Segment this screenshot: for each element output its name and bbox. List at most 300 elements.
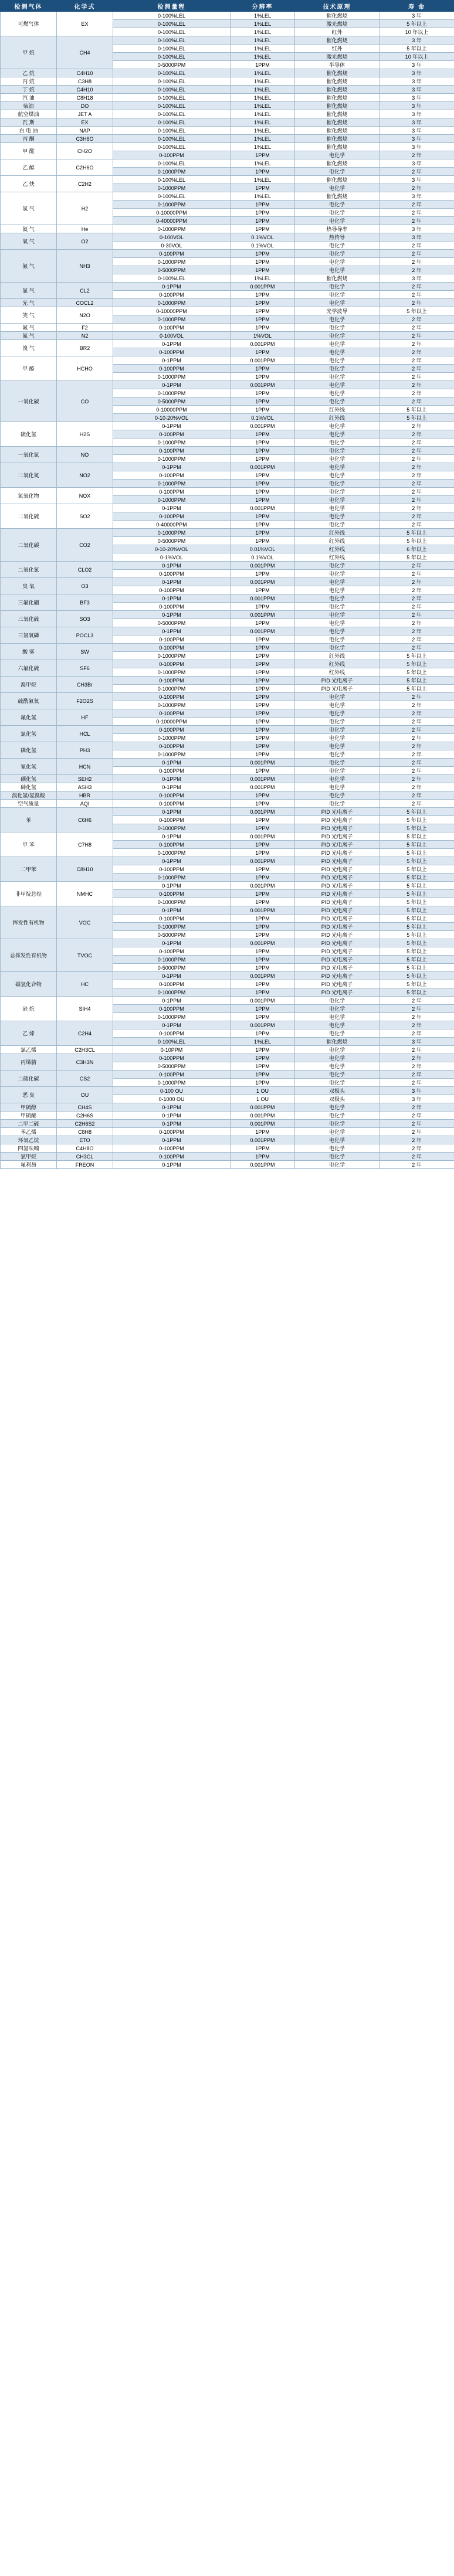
range-cell: 0-100PPM <box>113 324 231 332</box>
range-cell: 0-1PPM <box>113 972 231 980</box>
range-cell: 0-1PPM <box>113 422 231 430</box>
gas-name-cell: 甲硫醇 <box>1 1103 57 1112</box>
table-row <box>1 1070 454 1079</box>
technology-cell: 电化学 <box>295 726 380 734</box>
header-gas-name: 检测气体 <box>1 1 57 12</box>
resolution-cell: 1PPM <box>231 800 295 808</box>
life-cell: 5 年以上 <box>380 537 454 545</box>
gas-name-cell: 硫化氢 <box>1 422 57 447</box>
resolution-cell: 1%LEL <box>231 110 295 118</box>
resolution-cell: 1 OU <box>231 1095 295 1103</box>
technology-cell: 电化学 <box>295 1046 380 1054</box>
formula-cell: C2H2 <box>57 176 113 192</box>
range-cell: 0-100%LEL <box>113 159 231 168</box>
resolution-cell: 1PPM <box>231 447 295 455</box>
life-cell: 2 年 <box>380 594 454 603</box>
resolution-cell: 1PPM <box>231 652 295 660</box>
resolution-cell: 0.001PPM <box>231 775 295 783</box>
range-cell: 0-1PPM <box>113 611 231 619</box>
range-cell: 0-1000PPM <box>113 874 231 882</box>
header-formula: 化学式 <box>57 1 113 12</box>
life-cell: 2 年 <box>380 1005 454 1013</box>
technology-cell: 电化学 <box>295 315 380 324</box>
life-cell: 3 年 <box>380 118 454 127</box>
life-cell: 2 年 <box>380 726 454 734</box>
technology-cell: 电化学 <box>295 488 380 496</box>
formula-cell: N2 <box>57 332 113 340</box>
life-cell: 2 年 <box>380 348 454 356</box>
life-cell: 3 年 <box>380 110 454 118</box>
gas-name-cell: 硒化氢 <box>1 775 57 783</box>
formula-cell: C3H3N <box>57 1054 113 1070</box>
life-cell: 2 年 <box>380 586 454 594</box>
resolution-cell: 0.001PPM <box>231 594 295 603</box>
life-cell: 5 年以上 <box>380 832 454 841</box>
technology-cell: PID 光电离子 <box>295 865 380 874</box>
life-cell: 3 年 <box>380 135 454 143</box>
formula-cell: CS2 <box>57 1070 113 1087</box>
formula-cell: TVOC <box>57 939 113 972</box>
technology-cell: PID 光电离子 <box>295 988 380 997</box>
table-row <box>1 69 454 77</box>
life-cell: 2 年 <box>380 635 454 644</box>
resolution-cell: 1PPM <box>231 488 295 496</box>
gas-name-cell: 碳氢化合物 <box>1 972 57 997</box>
resolution-cell: 0.001PPM <box>231 1161 295 1169</box>
life-cell: 2 年 <box>380 291 454 299</box>
range-cell: 0-1PPM <box>113 381 231 389</box>
technology-cell: 红外线 <box>295 660 380 668</box>
technology-cell: 电化学 <box>295 718 380 726</box>
technology-cell: 催化燃烧 <box>295 118 380 127</box>
resolution-cell: 1%LEL <box>231 20 295 28</box>
range-cell: 0-1PPM <box>113 463 231 471</box>
formula-cell: CH3CL <box>57 1153 113 1161</box>
technology-cell: 催化燃烧 <box>295 176 380 184</box>
technology-cell: 电化学 <box>295 1128 380 1136</box>
table-row <box>1 1087 454 1095</box>
technology-cell: PID 光电离子 <box>295 874 380 882</box>
life-cell: 3 年 <box>380 36 454 45</box>
formula-cell: CL2 <box>57 283 113 299</box>
formula-cell: C2H6S <box>57 1112 113 1120</box>
technology-cell: 电化学 <box>295 619 380 627</box>
technology-cell: 电化学 <box>295 209 380 217</box>
technology-cell: 电化学 <box>295 1079 380 1087</box>
range-cell: 0-100%LEL <box>113 192 231 200</box>
life-cell: 2 年 <box>380 1029 454 1038</box>
life-cell: 5 年以上 <box>380 956 454 964</box>
life-cell: 2 年 <box>380 250 454 258</box>
life-cell: 2 年 <box>380 693 454 701</box>
resolution-cell: 0.001PPM <box>231 1103 295 1112</box>
technology-cell: 红外线 <box>295 545 380 553</box>
gas-name-cell: 氧 气 <box>1 233 57 250</box>
range-cell: 0-100PPM <box>113 512 231 521</box>
formula-cell: NH3 <box>57 250 113 283</box>
resolution-cell: 1PPM <box>231 307 295 315</box>
table-row <box>1 791 454 800</box>
table-row <box>1 1046 454 1054</box>
life-cell: 2 年 <box>380 439 454 447</box>
technology-cell: PID 光电离子 <box>295 898 380 906</box>
life-cell: 2 年 <box>380 512 454 521</box>
technology-cell: 电化学 <box>295 734 380 742</box>
range-cell: 0-10-20%VOL <box>113 545 231 553</box>
range-cell: 0-100%LEL <box>113 36 231 45</box>
resolution-cell: 1PPM <box>231 217 295 225</box>
resolution-cell: 1PPM <box>231 480 295 488</box>
resolution-cell: 1PPM <box>231 890 295 898</box>
life-cell: 2 年 <box>380 266 454 274</box>
formula-cell: C4H8O <box>57 1144 113 1153</box>
formula-cell: NAP <box>57 127 113 135</box>
resolution-cell: 0.001PPM <box>231 906 295 915</box>
table-row <box>1 192 454 200</box>
range-cell: 0-100%LEL <box>113 127 231 135</box>
technology-cell: 红外线 <box>295 668 380 677</box>
technology-cell: 电化学 <box>295 1021 380 1029</box>
formula-cell: SIH4 <box>57 997 113 1021</box>
range-cell: 0-1000PPM <box>113 184 231 192</box>
technology-cell: PID 光电离子 <box>295 931 380 939</box>
resolution-cell: 1PPM <box>231 644 295 652</box>
gas-name-cell: 硫酰氟氧 <box>1 693 57 709</box>
resolution-cell: 1 OU <box>231 1087 295 1095</box>
gas-name-cell: 氨 气 <box>1 250 57 283</box>
resolution-cell: 0.001PPM <box>231 1136 295 1144</box>
life-cell: 2 年 <box>380 217 454 225</box>
range-cell: 0-1000PPM <box>113 685 231 693</box>
life-cell: 5 年以上 <box>380 307 454 315</box>
technology-cell: PID 光电离子 <box>295 964 380 972</box>
technology-cell: 催化燃烧 <box>295 274 380 283</box>
technology-cell: 催化燃烧 <box>295 159 380 168</box>
life-cell: 2 年 <box>380 258 454 266</box>
range-cell: 0-100%LEL <box>113 176 231 184</box>
life-cell: 2 年 <box>380 504 454 512</box>
gas-name-cell: 氯甲烷 <box>1 1153 57 1161</box>
formula-cell: C3H8 <box>57 77 113 86</box>
formula-cell: C7H8 <box>57 832 113 857</box>
gas-name-cell: 二甲二硫 <box>1 1120 57 1128</box>
life-cell: 2 年 <box>380 783 454 791</box>
range-cell: 0-1PPM <box>113 857 231 865</box>
resolution-cell: 0.001PPM <box>231 356 295 365</box>
technology-cell: 电化学 <box>295 750 380 759</box>
formula-cell: C2H6O <box>57 159 113 176</box>
table-row <box>1 1120 454 1128</box>
table-row <box>1 12 454 20</box>
range-cell: 0-1000PPM <box>113 455 231 463</box>
table-row <box>1 1136 454 1144</box>
table-row <box>1 759 454 767</box>
life-cell: 2 年 <box>380 1153 454 1161</box>
resolution-cell: 0.01%VOL <box>231 545 295 553</box>
gas-name-cell: 非甲烷总烃 <box>1 882 57 906</box>
range-cell: 0-100PPM <box>113 890 231 898</box>
range-cell: 0-1PPM <box>113 1161 231 1169</box>
technology-cell: 热传导 <box>295 233 380 242</box>
technology-cell: 电化学 <box>295 389 380 397</box>
table-row <box>1 159 454 168</box>
resolution-cell: 1PPM <box>231 397 295 406</box>
life-cell: 2 年 <box>380 324 454 332</box>
table-row <box>1 332 454 340</box>
technology-cell: 电化学 <box>295 250 380 258</box>
range-cell: 0-100PPM <box>113 365 231 373</box>
life-cell: 2 年 <box>380 1120 454 1128</box>
resolution-cell: 1%LEL <box>231 135 295 143</box>
life-cell: 5 年以上 <box>380 947 454 956</box>
table-row <box>1 94 454 102</box>
range-cell: 0-1000PPM <box>113 373 231 381</box>
header-life: 寿 命 <box>380 1 454 12</box>
range-cell: 0-100PPM <box>113 841 231 849</box>
technology-cell: 电化学 <box>295 775 380 783</box>
life-cell: 2 年 <box>380 1013 454 1021</box>
range-cell: 0-1PPM <box>113 356 231 365</box>
range-cell: 0-1PPM <box>113 504 231 512</box>
resolution-cell: 1PPM <box>231 521 295 529</box>
life-cell: 2 年 <box>380 184 454 192</box>
range-cell: 0-100PPM <box>113 1054 231 1062</box>
range-cell: 0-1000PPM <box>113 988 231 997</box>
life-cell: 2 年 <box>380 422 454 430</box>
technology-cell: 电化学 <box>295 1112 380 1120</box>
resolution-cell: 1%LEL <box>231 143 295 151</box>
gas-name-cell: 氮 气 <box>1 332 57 340</box>
resolution-cell: 1PPM <box>231 1013 295 1021</box>
technology-cell: PID 光电离子 <box>295 890 380 898</box>
technology-cell: 电化学 <box>295 1144 380 1153</box>
gas-name-cell: 汽 油 <box>1 94 57 102</box>
life-cell: 3 年 <box>380 192 454 200</box>
life-cell: 3 年 <box>380 77 454 86</box>
range-cell: 0-1000 OU <box>113 1095 231 1103</box>
technology-cell: 催化燃烧 <box>295 110 380 118</box>
life-cell: 2 年 <box>380 701 454 709</box>
table-header <box>1 1 454 12</box>
resolution-cell: 1PPM <box>231 439 295 447</box>
table-row <box>1 356 454 365</box>
life-cell: 5 年以上 <box>380 964 454 972</box>
range-cell: 0-1000PPM <box>113 734 231 742</box>
resolution-cell: 1%LEL <box>231 69 295 77</box>
table-row <box>1 709 454 718</box>
technology-cell: 电化学 <box>295 1103 380 1112</box>
range-cell: 0-100%LEL <box>113 53 231 61</box>
range-cell: 0-100%LEL <box>113 94 231 102</box>
formula-cell: HBR <box>57 791 113 800</box>
table-row <box>1 1153 454 1161</box>
resolution-cell: 0.1%VOL <box>231 553 295 562</box>
header-range: 检测量程 <box>113 1 231 12</box>
resolution-cell: 1PPM <box>231 693 295 701</box>
resolution-cell: 0.001PPM <box>231 562 295 570</box>
technology-cell: PID 光电离子 <box>295 972 380 980</box>
life-cell: 5 年以上 <box>380 939 454 947</box>
technology-cell: 半导体 <box>295 61 380 69</box>
range-cell: 0-1PPM <box>113 759 231 767</box>
formula-cell: SO2 <box>57 504 113 529</box>
life-cell: 5 年以上 <box>380 45 454 53</box>
technology-cell: PID 光电离子 <box>295 685 380 693</box>
resolution-cell: 1PPM <box>231 168 295 176</box>
formula-cell: O2 <box>57 233 113 250</box>
technology-cell: 电化学 <box>295 340 380 348</box>
technology-cell: 激光燃烧 <box>295 20 380 28</box>
technology-cell: 电化学 <box>295 594 380 603</box>
resolution-cell: 1PPM <box>231 619 295 627</box>
resolution-cell: 1%LEL <box>231 77 295 86</box>
resolution-cell: 1PPM <box>231 529 295 537</box>
resolution-cell: 1PPM <box>231 701 295 709</box>
life-cell: 3 年 <box>380 233 454 242</box>
range-cell: 0-1PPM <box>113 939 231 947</box>
range-cell: 0-1000PPM <box>113 315 231 324</box>
gas-name-cell: 挥发性有机物 <box>1 906 57 939</box>
life-cell: 2 年 <box>380 1062 454 1070</box>
gas-name-cell: 氯 气 <box>1 283 57 299</box>
technology-cell: 电化学 <box>295 496 380 504</box>
range-cell: 0-100%LEL <box>113 1038 231 1046</box>
resolution-cell: 1PPM <box>231 874 295 882</box>
formula-cell: F2 <box>57 324 113 332</box>
life-cell: 2 年 <box>380 1144 454 1153</box>
resolution-cell: 1PPM <box>231 635 295 644</box>
range-cell: 0-100PPM <box>113 726 231 734</box>
resolution-cell: 0.001PPM <box>231 504 295 512</box>
formula-cell: SW <box>57 644 113 660</box>
life-cell: 5 年以上 <box>380 685 454 693</box>
range-cell: 0-100PPM <box>113 603 231 611</box>
resolution-cell: 0.001PPM <box>231 340 295 348</box>
formula-cell: EX <box>57 12 113 36</box>
technology-cell: 电化学 <box>295 504 380 512</box>
life-cell: 2 年 <box>380 1103 454 1112</box>
technology-cell: PID 光电离子 <box>295 906 380 915</box>
technology-cell: 催化燃烧 <box>295 102 380 110</box>
technology-cell: PID 光电离子 <box>295 956 380 964</box>
technology-cell: 电化学 <box>295 1153 380 1161</box>
life-cell: 5 年以上 <box>380 20 454 28</box>
life-cell: 2 年 <box>380 209 454 217</box>
gas-name-cell: 一氧化碳 <box>1 381 57 422</box>
technology-cell: 红外线 <box>295 414 380 422</box>
resolution-cell: 1PPM <box>231 537 295 545</box>
gas-name-cell: 丁 烷 <box>1 86 57 94</box>
resolution-cell: 0.001PPM <box>231 422 295 430</box>
table-row <box>1 307 454 315</box>
range-cell: 0-100PPM <box>113 693 231 701</box>
life-cell: 3 年 <box>380 159 454 168</box>
range-cell: 0-100%LEL <box>113 45 231 53</box>
technology-cell: 电化学 <box>295 586 380 594</box>
gas-name-cell: 柴油 <box>1 102 57 110</box>
gas-name-cell: 氟利昂 <box>1 1161 57 1169</box>
resolution-cell: 1PPM <box>231 767 295 775</box>
table-row <box>1 340 454 348</box>
resolution-cell: 0.001PPM <box>231 1120 295 1128</box>
range-cell: 0-1PPM <box>113 562 231 570</box>
range-cell: 0-100%LEL <box>113 118 231 127</box>
resolution-cell: 0.001PPM <box>231 627 295 635</box>
life-cell: 2 年 <box>380 644 454 652</box>
life-cell: 5 年以上 <box>380 529 454 537</box>
technology-cell: 电化学 <box>295 381 380 389</box>
range-cell: 0-100PPM <box>113 447 231 455</box>
life-cell: 5 年以上 <box>380 808 454 816</box>
range-cell: 0-5000PPM <box>113 619 231 627</box>
range-cell: 0-1000PPM <box>113 923 231 931</box>
technology-cell: 红外线 <box>295 652 380 660</box>
technology-cell: 电化学 <box>295 397 380 406</box>
life-cell: 6 年以上 <box>380 545 454 553</box>
formula-cell: C2H4 <box>57 1021 113 1046</box>
technology-cell: 电化学 <box>295 512 380 521</box>
table-row <box>1 135 454 143</box>
range-cell: 0-1000PPM <box>113 299 231 307</box>
range-cell: 0-100PPM <box>113 660 231 668</box>
resolution-cell: 1PPM <box>231 406 295 414</box>
table-row <box>1 504 454 512</box>
resolution-cell: 1PPM <box>231 824 295 832</box>
table-row <box>1 832 454 841</box>
gas-name-cell: 四氢呋喃 <box>1 1144 57 1153</box>
formula-cell: O3 <box>57 578 113 594</box>
table-row <box>1 997 454 1005</box>
range-cell: 0-100PPM <box>113 250 231 258</box>
life-cell: 2 年 <box>380 463 454 471</box>
life-cell: 2 年 <box>380 455 454 463</box>
table-row <box>1 422 454 430</box>
gas-name-cell: 六氟化硫 <box>1 660 57 677</box>
range-cell: 0-1000PPM <box>113 496 231 504</box>
life-cell: 5 年以上 <box>380 841 454 849</box>
resolution-cell: 1PPM <box>231 299 295 307</box>
life-cell: 5 年以上 <box>380 857 454 865</box>
resolution-cell: 1PPM <box>231 709 295 718</box>
range-cell: 0-100PPM <box>113 635 231 644</box>
resolution-cell: 1%LEL <box>231 86 295 94</box>
life-cell: 10 年以上 <box>380 28 454 36</box>
technology-cell: 电化学 <box>295 200 380 209</box>
range-cell: 0-100PPM <box>113 488 231 496</box>
gas-name-cell: 二氧化碳 <box>1 529 57 562</box>
table-row <box>1 972 454 980</box>
range-cell: 0-100PPM <box>113 865 231 874</box>
resolution-cell: 1PPM <box>231 947 295 956</box>
formula-cell: SEH2 <box>57 775 113 783</box>
range-cell: 0-100PPM <box>113 1144 231 1153</box>
gas-name-cell: 氯化氢 <box>1 726 57 742</box>
life-cell: 2 年 <box>380 1054 454 1062</box>
life-cell: 3 年 <box>380 127 454 135</box>
life-cell: 2 年 <box>380 1112 454 1120</box>
table-row <box>1 283 454 291</box>
resolution-cell: 1PPM <box>231 750 295 759</box>
life-cell: 2 年 <box>380 1046 454 1054</box>
technology-cell: 电化学 <box>295 635 380 644</box>
resolution-cell: 1PPM <box>231 61 295 69</box>
formula-cell: C8H8 <box>57 1128 113 1136</box>
technology-cell: 电化学 <box>295 603 380 611</box>
technology-cell: 催化燃烧 <box>295 69 380 77</box>
table-row <box>1 225 454 233</box>
resolution-cell: 1PPM <box>231 915 295 923</box>
life-cell: 2 年 <box>380 381 454 389</box>
